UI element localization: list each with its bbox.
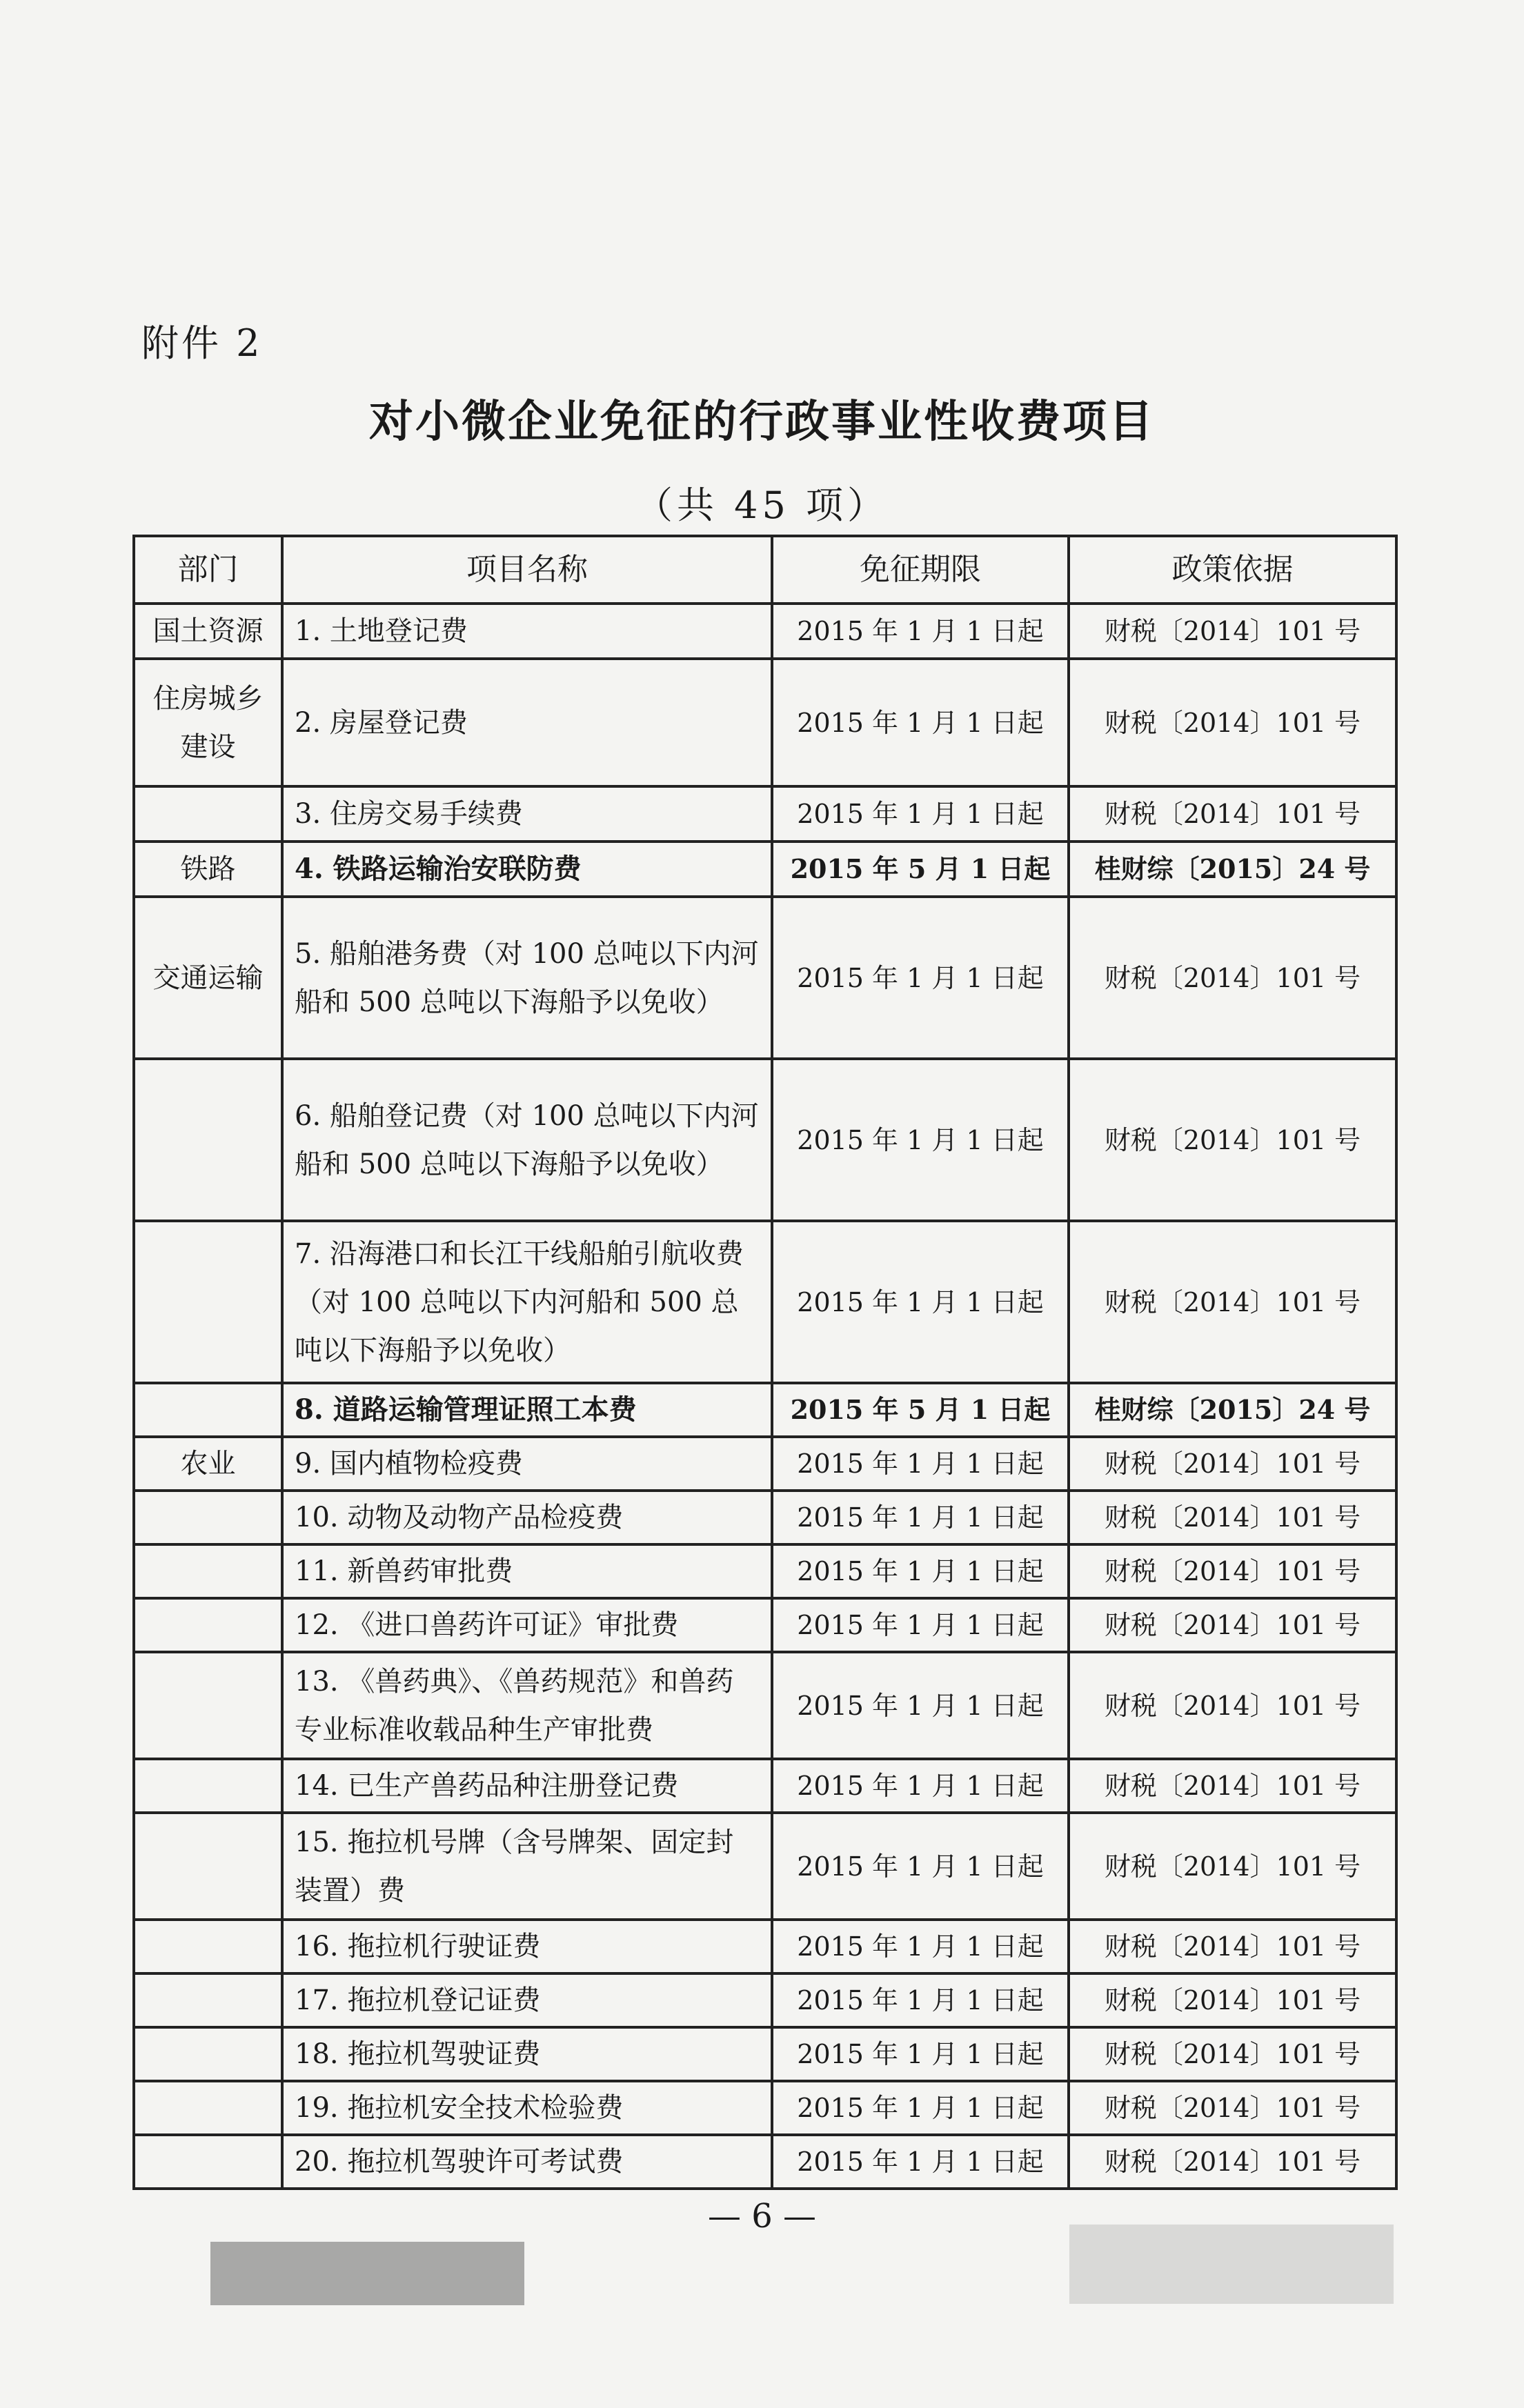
cell-basis: 财税〔2014〕101 号 [1069, 604, 1396, 659]
cell-basis: 财税〔2014〕101 号 [1069, 1221, 1396, 1383]
cell-dept: 住房城乡建设 [134, 659, 282, 786]
cell-period: 2015 年 1 月 1 日起 [772, 1544, 1069, 1598]
cell-item: 11. 新兽药审批费 [282, 1544, 772, 1598]
redaction-mark [210, 2242, 524, 2305]
cell-dept [134, 1652, 282, 1759]
cell-dept [134, 1221, 282, 1383]
cell-period: 2015 年 1 月 1 日起 [772, 2081, 1069, 2135]
cell-period: 2015 年 1 月 1 日起 [772, 897, 1069, 1059]
document-subtitle: （共 45 项） [635, 484, 889, 527]
cell-period: 2015 年 1 月 1 日起 [772, 1652, 1069, 1759]
cell-item: 13. 《兽药典》、《兽药规范》和兽药专业标准收载品种生产审批费 [282, 1652, 772, 1759]
cell-dept: 国土资源 [134, 604, 282, 659]
cell-period: 2015 年 1 月 1 日起 [772, 1437, 1069, 1491]
cell-item: 2. 房屋登记费 [282, 659, 772, 786]
header-basis: 政策依据 [1069, 536, 1396, 604]
cell-dept [134, 1920, 282, 1973]
cell-basis: 财税〔2014〕101 号 [1069, 1973, 1396, 2027]
table-row [134, 1973, 1396, 2027]
page-number: — 6 — [707, 2197, 817, 2236]
header-item: 项目名称 [282, 536, 772, 604]
cell-item: 19. 拖拉机安全技术检验费 [282, 2081, 772, 2135]
document-title: 对小微企业免征的行政事业性收费项目 [369, 397, 1155, 448]
cell-basis: 财税〔2014〕101 号 [1069, 786, 1396, 842]
cell-item: 7. 沿海港口和长江干线船舶引航收费（对 100 总吨以下内河船和 500 总吨以下海船予以免收） [282, 1221, 772, 1383]
table-row [134, 1491, 1396, 1544]
cell-item: 8. 道路运输管理证照工本费 [282, 1383, 772, 1437]
cell-basis: 财税〔2014〕101 号 [1069, 1059, 1396, 1221]
cell-basis: 财税〔2014〕101 号 [1069, 1544, 1396, 1598]
cell-basis: 财税〔2014〕101 号 [1069, 1491, 1396, 1544]
table-row [134, 2081, 1396, 2135]
table-row [134, 604, 1396, 659]
cell-period: 2015 年 1 月 1 日起 [772, 1813, 1069, 1920]
table-row [134, 659, 1396, 786]
table-row [134, 2027, 1396, 2081]
cell-item: 12. 《进口兽药许可证》审批费 [282, 1598, 772, 1652]
cell-item: 5. 船舶港务费（对 100 总吨以下内河船和 500 总吨以下海船予以免收） [282, 897, 772, 1059]
cell-basis: 财税〔2014〕101 号 [1069, 659, 1396, 786]
cell-item: 18. 拖拉机驾驶证费 [282, 2027, 772, 2081]
cell-basis: 财税〔2014〕101 号 [1069, 2027, 1396, 2081]
table-row [134, 1813, 1396, 1920]
cell-period: 2015 年 1 月 1 日起 [772, 1221, 1069, 1383]
fee-table [132, 535, 1398, 2190]
cell-item: 15. 拖拉机号牌（含号牌架、固定封装置）费 [282, 1813, 772, 1920]
cell-period: 2015 年 1 月 1 日起 [772, 2135, 1069, 2189]
cell-basis: 财税〔2014〕101 号 [1069, 1437, 1396, 1491]
cell-period: 2015 年 1 月 1 日起 [772, 2027, 1069, 2081]
cell-basis: 桂财综〔2015〕24 号 [1069, 1383, 1396, 1437]
header-dept: 部门 [134, 536, 282, 604]
table-row [134, 1383, 1396, 1437]
cell-dept [134, 1544, 282, 1598]
cell-item: 3. 住房交易手续费 [282, 786, 772, 842]
cell-period: 2015 年 1 月 1 日起 [772, 1598, 1069, 1652]
cell-dept: 交通运输 [134, 897, 282, 1059]
cell-dept [134, 1059, 282, 1221]
cell-item: 4. 铁路运输治安联防费 [282, 842, 772, 897]
table-row [134, 786, 1396, 842]
cell-dept [134, 1813, 282, 1920]
cell-basis: 财税〔2014〕101 号 [1069, 2081, 1396, 2135]
cell-period: 2015 年 1 月 1 日起 [772, 1759, 1069, 1813]
cell-period: 2015 年 5 月 1 日起 [772, 842, 1069, 897]
table-row [134, 842, 1396, 897]
cell-dept [134, 2135, 282, 2189]
cell-basis: 财税〔2014〕101 号 [1069, 1652, 1396, 1759]
cell-period: 2015 年 1 月 1 日起 [772, 604, 1069, 659]
table-row [134, 1920, 1396, 1973]
cell-basis: 财税〔2014〕101 号 [1069, 1759, 1396, 1813]
table-row [134, 1598, 1396, 1652]
cell-period: 2015 年 1 月 1 日起 [772, 786, 1069, 842]
cell-period: 2015 年 1 月 1 日起 [772, 659, 1069, 786]
cell-dept [134, 2081, 282, 2135]
cell-item: 10. 动物及动物产品检疫费 [282, 1491, 772, 1544]
table-header-row [134, 536, 1396, 604]
table-row [134, 1544, 1396, 1598]
table-row [134, 1437, 1396, 1491]
cell-basis: 财税〔2014〕101 号 [1069, 1813, 1396, 1920]
cell-basis: 财税〔2014〕101 号 [1069, 2135, 1396, 2189]
cell-item: 16. 拖拉机行驶证费 [282, 1920, 772, 1973]
table-row [134, 1221, 1396, 1383]
cell-basis: 桂财综〔2015〕24 号 [1069, 842, 1396, 897]
cell-dept [134, 1383, 282, 1437]
table-row [134, 1059, 1396, 1221]
table-row [134, 897, 1396, 1059]
cell-dept: 农业 [134, 1437, 282, 1491]
cell-dept [134, 1759, 282, 1813]
cell-dept: 铁路 [134, 842, 282, 897]
cell-item: 14. 已生产兽药品种注册登记费 [282, 1759, 772, 1813]
cell-period: 2015 年 5 月 1 日起 [772, 1383, 1069, 1437]
cell-item: 20. 拖拉机驾驶许可考试费 [282, 2135, 772, 2189]
cell-dept [134, 1491, 282, 1544]
cell-item: 1. 土地登记费 [282, 604, 772, 659]
cell-dept [134, 786, 282, 842]
cell-period: 2015 年 1 月 1 日起 [772, 1973, 1069, 2027]
cell-basis: 财税〔2014〕101 号 [1069, 897, 1396, 1059]
header-period: 免征期限 [772, 536, 1069, 604]
cell-period: 2015 年 1 月 1 日起 [772, 1920, 1069, 1973]
cell-dept [134, 1973, 282, 2027]
table-row [134, 1759, 1396, 1813]
table-row [134, 2135, 1396, 2189]
cell-period: 2015 年 1 月 1 日起 [772, 1491, 1069, 1544]
cell-item: 9. 国内植物检疫费 [282, 1437, 772, 1491]
attachment-label: 附件 2 [141, 321, 263, 365]
redaction-mark [1069, 2225, 1394, 2304]
cell-item: 17. 拖拉机登记证费 [282, 1973, 772, 2027]
cell-basis: 财税〔2014〕101 号 [1069, 1598, 1396, 1652]
table-row [134, 1652, 1396, 1759]
cell-period: 2015 年 1 月 1 日起 [772, 1059, 1069, 1221]
cell-dept [134, 1598, 282, 1652]
cell-dept [134, 2027, 282, 2081]
cell-basis: 财税〔2014〕101 号 [1069, 1920, 1396, 1973]
cell-item: 6. 船舶登记费（对 100 总吨以下内河船和 500 总吨以下海船予以免收） [282, 1059, 772, 1221]
